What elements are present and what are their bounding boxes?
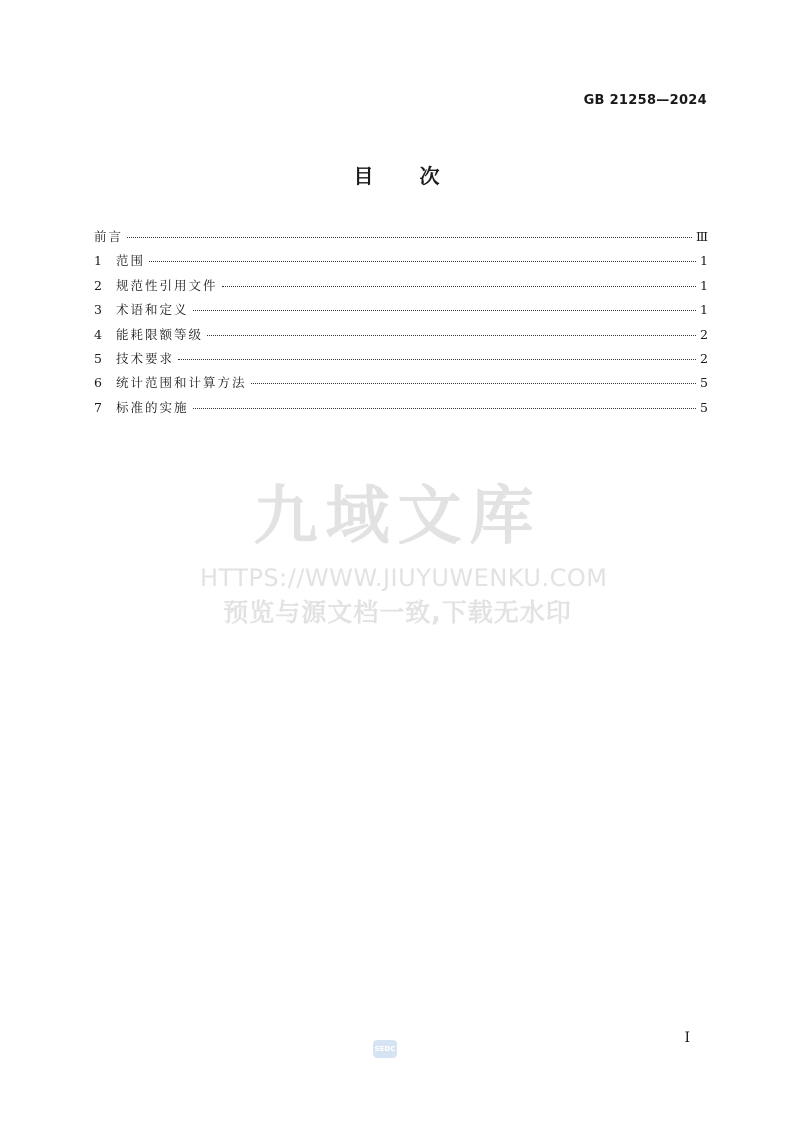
toc-entry-foreword[interactable] — [94, 228, 708, 252]
toc-dot-leader — [193, 310, 696, 311]
toc-entry-label: 术语和定义 — [116, 302, 189, 318]
toc-entry-label: 统计范围和计算方法 — [116, 375, 247, 391]
toc-entry-label: 能耗限额等级 — [116, 326, 204, 342]
toc-entry-number: 3 — [94, 302, 102, 318]
toc-entry-number: 7 — [94, 399, 102, 415]
watermark-brand: 九域文库 — [253, 480, 542, 554]
toc-dot-leader — [178, 359, 696, 360]
toc-dot-leader — [207, 335, 696, 336]
toc-entry-page: 5 — [700, 375, 708, 391]
toc-dot-leader — [127, 237, 692, 238]
toc-dot-leader — [251, 383, 696, 384]
watermark — [200, 472, 608, 632]
toc-entry-label: 范围 — [116, 253, 146, 269]
toc-entry-1[interactable] — [94, 252, 708, 276]
toc-entry-page: Ⅲ — [695, 229, 708, 244]
standard-number: GB 21258—2024 — [583, 93, 707, 108]
toc-entry-label: 标准的实施 — [116, 399, 189, 415]
toc-entry-page: 1 — [700, 253, 708, 269]
toc-entry-page: 1 — [700, 277, 708, 293]
watermark-url: HTTPS://WWW.JIUYUWENKU.COM — [200, 564, 608, 592]
publisher-logo-icon: SEDC — [373, 1040, 397, 1058]
toc-entry-page: 2 — [700, 350, 708, 366]
page-number: I — [684, 1030, 690, 1046]
table-of-contents — [94, 228, 708, 423]
toc-dot-leader — [149, 261, 696, 262]
toc-entry-number: 1 — [94, 253, 102, 269]
toc-entry-label: 前言 — [94, 229, 124, 244]
toc-dot-leader — [193, 408, 696, 409]
toc-entry-2[interactable] — [94, 277, 708, 301]
toc-entry-label: 技术要求 — [116, 350, 175, 366]
toc-entry-7[interactable] — [94, 399, 708, 423]
toc-entry-label: 规范性引用文件 — [116, 277, 218, 293]
toc-entry-6[interactable] — [94, 374, 708, 398]
toc-entry-4[interactable] — [94, 326, 708, 350]
page-title: 目次 — [353, 164, 486, 188]
toc-entry-number: 6 — [94, 375, 102, 391]
toc-entry-number: 2 — [94, 277, 102, 293]
toc-dot-leader — [222, 286, 696, 287]
toc-entry-page: 1 — [700, 302, 708, 318]
toc-entry-number: 4 — [94, 326, 102, 342]
toc-entry-number: 5 — [94, 350, 102, 366]
toc-entry-3[interactable] — [94, 301, 708, 325]
toc-entry-page: 5 — [700, 399, 708, 415]
watermark-slogan: 预览与源文档一致,下载无水印 — [223, 598, 572, 627]
toc-entry-5[interactable] — [94, 350, 708, 374]
toc-entry-page: 2 — [700, 326, 708, 342]
